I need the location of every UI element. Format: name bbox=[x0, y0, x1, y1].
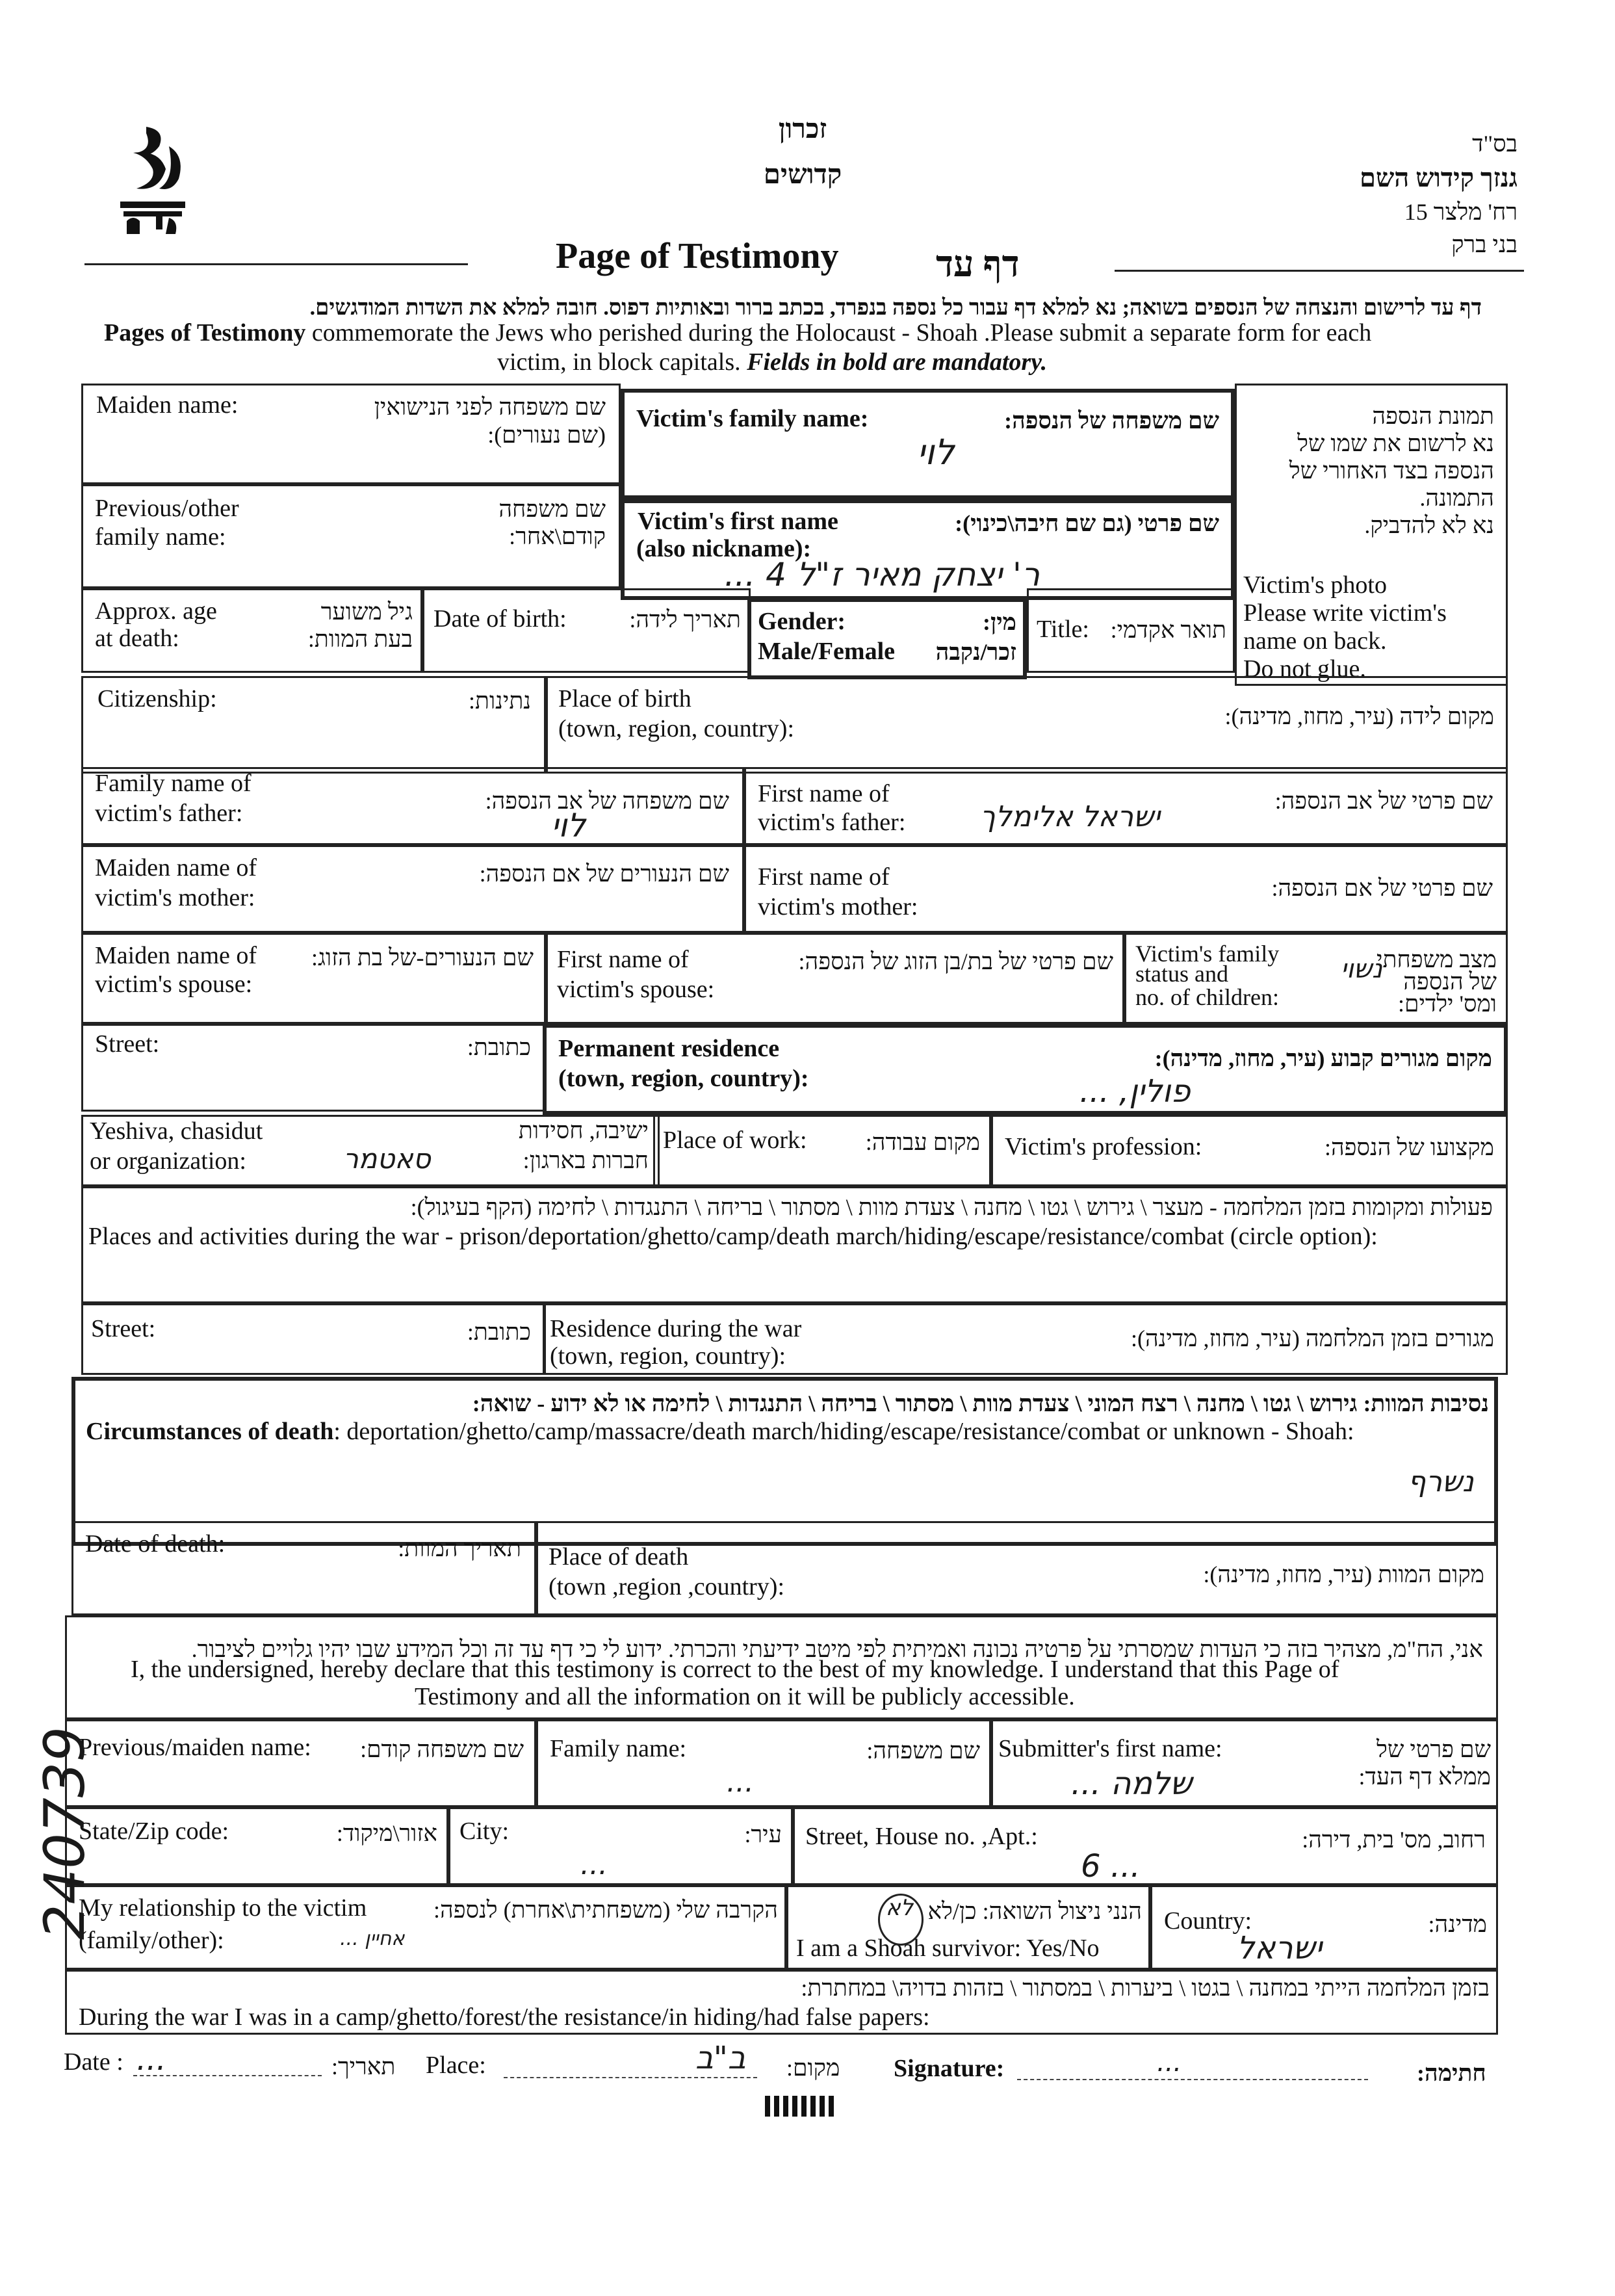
circ-he: נסיבות המוות: גירוש \ גטו \ מחנה \ רצח המוני \ צעדת מוות \ מסתור \ בריחה \ התנגדות \ לחימה או לא ידוע - שואה: bbox=[472, 1390, 1489, 1416]
prev-label-en2: family name: bbox=[95, 523, 226, 551]
status-en2: status and bbox=[1135, 961, 1228, 987]
photo-he3: הנספה בצד האחורי של bbox=[1289, 458, 1494, 484]
places-activities-cell[interactable] bbox=[81, 1186, 1508, 1303]
side-number-container bbox=[26, 1703, 104, 1963]
footer-signature-en: Signature: bbox=[894, 2055, 1005, 2082]
prev-label-en1: Previous/other bbox=[95, 495, 239, 522]
hw-family-name: לוי bbox=[917, 432, 955, 473]
spouse-maiden-cell[interactable] bbox=[81, 933, 546, 1024]
perm-he: מקום מגורים קבוע (עיר, מחוז, מדינה): bbox=[1154, 1045, 1492, 1071]
mo-maiden-he: שם הנעורים של אם הנספה: bbox=[479, 861, 729, 887]
hw-survivor: לא bbox=[886, 1895, 914, 1921]
fa-fam-en1: Family name of bbox=[95, 770, 252, 797]
sub-first-en: Submitter's first name: bbox=[998, 1735, 1222, 1762]
street-label-he: כתובת: bbox=[467, 1034, 531, 1060]
mo-maiden-en1: Maiden name of bbox=[95, 854, 257, 881]
yeshiva-en1: Yeshiva, chasidut bbox=[90, 1117, 263, 1145]
places-he: פעולות ומקומות בזמן המלחמה - מעצר \ גירוש \ גטו \ מחנה \ צעדת מוות \ מסתור \ בריחה \ התנגדות \ לחימה (הקף בעיגול): bbox=[410, 1194, 1493, 1220]
intro-en2-italic: Fields in bold are mandatory. bbox=[747, 348, 1048, 376]
work-he: מקום עבודה: bbox=[865, 1129, 980, 1155]
country-en: Country: bbox=[1164, 1907, 1252, 1935]
logo bbox=[107, 120, 198, 244]
citizenship-cell[interactable] bbox=[81, 676, 546, 774]
footer-place-line[interactable] bbox=[504, 2077, 757, 2078]
org-city: בני ברק bbox=[1451, 231, 1518, 257]
dod-en: Date of death: bbox=[85, 1530, 226, 1558]
age-label-en2: at death: bbox=[95, 625, 179, 652]
photo-he1: תמונת הנספה bbox=[1372, 403, 1494, 429]
photo-he5: נא לא להדביק. bbox=[1364, 512, 1494, 538]
photo-en4: Do not glue. bbox=[1243, 655, 1366, 683]
profession-cell[interactable] bbox=[991, 1115, 1508, 1186]
org-name: גנזך קידוש השם bbox=[1360, 163, 1518, 192]
photo-he4: התמונה. bbox=[1419, 485, 1494, 511]
first-label-he: שם פרטי (גם שם חיבה\כינוי): bbox=[955, 510, 1219, 536]
hw-relationship: אחיין ... bbox=[340, 1927, 405, 1950]
father-family-cell[interactable] bbox=[81, 767, 744, 845]
city-cell[interactable] bbox=[448, 1807, 793, 1885]
war-res-en1: Residence during the war bbox=[550, 1315, 802, 1342]
hw-city: ... bbox=[580, 1848, 608, 1881]
barcode-mark-icon bbox=[764, 2093, 835, 2119]
title-label-en: Title: bbox=[1037, 616, 1089, 643]
sp-maiden-en1: Maiden name of bbox=[95, 942, 257, 969]
circ-en-rest: : deportation/ghetto/camp/massacre/death march/hiding/escape/resistance/combat or unknown - Shoah: bbox=[333, 1418, 1354, 1445]
first-label-en2: (also nickname): bbox=[636, 535, 812, 562]
hw-country: ישראל bbox=[1237, 1930, 1323, 1966]
date-of-death-cell[interactable] bbox=[71, 1521, 536, 1615]
hw-street: ... 6 bbox=[1081, 1848, 1141, 1885]
yeshiva-he1: ישיבה, חסידות bbox=[518, 1117, 649, 1143]
mother-first-cell[interactable] bbox=[744, 845, 1508, 933]
street2-he: רחוב, מס' בית, דירה: bbox=[1302, 1827, 1486, 1853]
photo-he2: נא לרשום את שמו של bbox=[1297, 430, 1494, 456]
dod-he: תאריך המוות: bbox=[398, 1535, 521, 1561]
hw-submitter-first: שלמה ... bbox=[1071, 1766, 1193, 1802]
street-address-cell[interactable] bbox=[793, 1807, 1498, 1885]
rel-he: הקרבה שלי (משפחתית\אחרת) לנספה: bbox=[433, 1897, 778, 1923]
gender-label-en2: Male/Female bbox=[758, 638, 896, 665]
war-street-en: Street: bbox=[91, 1315, 156, 1342]
prev-label-he2: קודם\אחר: bbox=[509, 523, 606, 549]
age-cell[interactable] bbox=[81, 588, 422, 673]
photo-en2: Please write victim's bbox=[1243, 599, 1447, 627]
cit-label-he: נתינות: bbox=[469, 688, 531, 714]
war-res-en2: (town, region, country): bbox=[550, 1342, 786, 1370]
country-he: מדינה: bbox=[1428, 1911, 1487, 1937]
place-of-work-cell[interactable] bbox=[653, 1115, 991, 1186]
relationship-cell[interactable] bbox=[65, 1885, 786, 1970]
mo-first-en1: First name of bbox=[758, 863, 890, 891]
photo-en3: name on back. bbox=[1243, 627, 1387, 655]
sub-first-he1: שם פרטי של bbox=[1376, 1736, 1491, 1762]
father-first-cell[interactable] bbox=[744, 767, 1508, 845]
decl-en2: Testimony and all the information on it will be publicly accessible. bbox=[415, 1683, 1075, 1710]
maiden-label-he: שם משפחה לפני הנישואין bbox=[374, 394, 606, 420]
sub-first-he2: ממלא דף העד: bbox=[1358, 1764, 1491, 1790]
surv-he: הנני ניצול השואה: כן/לא bbox=[927, 1898, 1142, 1924]
gender-label-he2: זכר/נקבה bbox=[935, 639, 1016, 665]
maiden-label-he2: (שם נעורים): bbox=[487, 422, 606, 448]
hw-signature: ... bbox=[1157, 2048, 1182, 2078]
submitter-family-cell[interactable] bbox=[536, 1719, 991, 1807]
dob-label-he: תאריך לידה: bbox=[629, 607, 741, 633]
mo-first-he: שם פרטי של אם הנספה: bbox=[1271, 875, 1493, 901]
footer-date-en: Date : bbox=[64, 2048, 123, 2076]
hw-submitter-family: ... bbox=[727, 1766, 754, 1799]
circumstances-cell[interactable] bbox=[71, 1377, 1498, 1546]
yeshiva-en2: or organization: bbox=[90, 1147, 246, 1175]
pod-he: מקום המוות (עיר, מחוז, מדינה): bbox=[1203, 1561, 1484, 1587]
sp-maiden-he: שם הנעורים-של בת הזוג: bbox=[311, 945, 534, 971]
fa-fam-he: שם משפחה של אב הנספה: bbox=[485, 788, 729, 814]
place-of-death-cell[interactable] bbox=[536, 1521, 1498, 1615]
during-war-cell[interactable] bbox=[65, 1970, 1498, 2035]
sp-first-he: שם פרטי של בת/בן הזוג של הנספה: bbox=[798, 948, 1113, 974]
header-bsd: בס"ד bbox=[1472, 131, 1518, 157]
intro-en2: victim, in block capitals. bbox=[497, 348, 747, 376]
title-he: דף עד bbox=[936, 244, 1020, 285]
hw-father-first: ישראל אלימלך bbox=[980, 800, 1161, 833]
title-en: Page of Testimony bbox=[556, 236, 839, 276]
sub-fam-he: שם משפחה: bbox=[866, 1738, 980, 1764]
hw-date: ... bbox=[136, 2041, 166, 2078]
survivor-cell[interactable] bbox=[786, 1885, 1150, 1970]
work-en: Place of work: bbox=[663, 1127, 807, 1154]
header-rule-right bbox=[1115, 270, 1524, 272]
fa-first-en2: victim's father: bbox=[758, 809, 906, 836]
sp-maiden-en2: victim's spouse: bbox=[95, 971, 253, 998]
yeshiva-cell[interactable] bbox=[81, 1115, 660, 1186]
mo-first-en2: victim's mother: bbox=[758, 893, 918, 920]
spouse-first-cell[interactable] bbox=[546, 933, 1124, 1024]
family-label-he: שם משפחה של הנספה: bbox=[1004, 408, 1219, 434]
prev-label-he1: שם משפחה bbox=[498, 496, 606, 522]
maiden-name-cell[interactable] bbox=[81, 384, 621, 484]
title-label-he: תואר אקדמי: bbox=[1110, 617, 1226, 643]
hw-residence: פולין, ... bbox=[1079, 1073, 1191, 1110]
war-residence-cell[interactable] bbox=[543, 1303, 1508, 1375]
permanent-residence-cell[interactable] bbox=[543, 1024, 1508, 1115]
gender-label-he1: מין: bbox=[983, 609, 1016, 635]
age-label-en1: Approx. age bbox=[95, 597, 217, 625]
age-label-he2: בעת המוות: bbox=[307, 626, 413, 652]
title-cell[interactable] bbox=[1027, 588, 1235, 673]
footer-signature-line[interactable] bbox=[1017, 2079, 1368, 2080]
fa-fam-en2: victim's father: bbox=[95, 800, 243, 827]
city-en: City: bbox=[459, 1818, 510, 1845]
mo-maiden-en2: victim's mother: bbox=[95, 884, 255, 911]
rel-en2: (family/other): bbox=[79, 1927, 224, 1954]
dob-label-en: Date of birth: bbox=[433, 605, 567, 633]
status-en1: Victim's family bbox=[1135, 941, 1280, 967]
intro-he: דף עד לרישום והנצחה של הנספים בשואה; נא למלא דף עבור כל נספה בנפרד, בכתב ברור ובאותיות דפוס. חובה למלא את השדות המודגשים. bbox=[309, 296, 1482, 320]
hw-organization: סאטמר bbox=[343, 1143, 431, 1175]
submitter-first-cell[interactable] bbox=[991, 1719, 1498, 1807]
places-en: Places and activities during the war - prison/deportation/ghetto/camp/death march/hiding/escape/resistance/combat (circle option): bbox=[88, 1223, 1378, 1250]
submitter-prev-cell[interactable] bbox=[65, 1719, 536, 1807]
first-label-en1: Victim's first name bbox=[638, 508, 838, 535]
yeshiva-he2: חברות בארגון: bbox=[523, 1147, 649, 1173]
status-he1: מצב משפחתי bbox=[1376, 946, 1497, 972]
pob-label-en2: (town, region, country): bbox=[558, 715, 795, 742]
pob-label-en1: Place of birth bbox=[558, 685, 691, 712]
org-street: רח' מלצר 15 bbox=[1404, 199, 1518, 225]
zip-cell[interactable] bbox=[65, 1807, 448, 1885]
during-he: בזמן המלחמה הייתי במחנה \ בגטו \ ביערות \ במסתור \ בזהות בדויה\ במחתרת: bbox=[801, 1975, 1490, 2001]
family-status-cell[interactable] bbox=[1124, 933, 1508, 1024]
hw-place: ב"ב bbox=[695, 2040, 746, 2076]
maiden-label-en: Maiden name: bbox=[96, 391, 239, 419]
age-label-he1: גיל משוער bbox=[320, 599, 413, 625]
street2-en: Street, House no. ,Apt.: bbox=[805, 1823, 1038, 1850]
zip-en: State/Zip code: bbox=[79, 1818, 229, 1845]
status-en3: no. of children: bbox=[1135, 984, 1279, 1010]
zip-he: אזור\מיקוד: bbox=[336, 1820, 437, 1846]
street-label-en: Street: bbox=[95, 1030, 160, 1058]
sub-fam-en: Family name: bbox=[550, 1735, 687, 1762]
surv-en: I am a Shoah survivor: Yes/No bbox=[796, 1935, 1100, 1962]
family-name-cell[interactable] bbox=[621, 389, 1235, 499]
sp-first-en2: victim's spouse: bbox=[557, 976, 715, 1003]
pod-en1: Place of death bbox=[549, 1543, 689, 1571]
header-kedoshim: קדושים bbox=[763, 160, 842, 190]
war-street-he: כתובת: bbox=[467, 1319, 531, 1345]
city-he: עיר: bbox=[744, 1821, 782, 1847]
status-he3: ומס' ילדים: bbox=[1397, 991, 1497, 1017]
photo-en1: Victim's photo bbox=[1243, 571, 1387, 599]
gender-label-en1: Gender: bbox=[758, 608, 846, 635]
footer-place-en: Place: bbox=[426, 2052, 486, 2079]
photo-cell[interactable] bbox=[1235, 384, 1508, 686]
footer-date-he: תאריך: bbox=[331, 2054, 396, 2080]
hw-first-name: ר' יצחק מאיר ז"ל 4 ... bbox=[724, 556, 1040, 594]
fa-first-he: שם פרטי של אב הנספה: bbox=[1274, 788, 1493, 814]
war-street-cell[interactable] bbox=[81, 1303, 546, 1375]
place-of-birth-cell[interactable] bbox=[546, 676, 1508, 774]
hw-circumstances: נשרף bbox=[1408, 1465, 1474, 1498]
intro-en-bold: Pages of Testimony bbox=[104, 319, 306, 346]
sub-prev-he: שם משפחה קודם: bbox=[360, 1736, 524, 1762]
sub-prev-en: Previous/maiden name: bbox=[79, 1734, 311, 1761]
intro-en-rest: commemorate the Jews who perished during the Holocaust - Shoah .Please submit a separate form for each bbox=[305, 319, 1372, 346]
mother-maiden-cell[interactable] bbox=[81, 845, 744, 933]
header-zikaron: זכרון bbox=[778, 114, 827, 144]
family-label-en: Victim's family name: bbox=[636, 405, 869, 432]
logo-mark-icon bbox=[107, 120, 198, 244]
status-he2: של הנספה bbox=[1403, 969, 1497, 995]
footer-place-he: מקום: bbox=[786, 2055, 840, 2081]
decl-en1: I, the undersigned, hereby declare that this testimony is correct to the best of my knowledge. I understand that this Page of bbox=[131, 1656, 1339, 1683]
footer-signature-he: חתימה: bbox=[1417, 2060, 1486, 2086]
during-en: During the war I was in a camp/ghetto/forest/the resistance/in hiding/had false papers: bbox=[79, 2003, 930, 2031]
dob-cell[interactable] bbox=[422, 588, 751, 673]
war-res-he: מגורים בזמן המלחמה (עיר, מחוז, מדינה): bbox=[1130, 1325, 1494, 1351]
rel-en1: My relationship to the victim bbox=[79, 1894, 367, 1922]
perm-en1: Permanent residence bbox=[558, 1035, 780, 1062]
prof-en: Victim's profession: bbox=[1005, 1133, 1202, 1160]
pod-en2: (town ,region ,country): bbox=[549, 1573, 785, 1600]
prof-he: מקצועו של הנספה: bbox=[1324, 1134, 1494, 1160]
circ-en-bold: Circumstances of death bbox=[86, 1418, 334, 1445]
sp-first-en1: First name of bbox=[557, 946, 689, 973]
fa-first-en1: First name of bbox=[758, 780, 890, 807]
pob-label-he: מקום לידה (עיר, מחוז, מדינה): bbox=[1224, 703, 1494, 729]
declaration-cell bbox=[65, 1615, 1498, 1719]
decl-he: אני, הח"מ, מצהיר בזה כי העדות שמסרתי על פרטיה נכונה ואמיתית לפי מיטב ידיעתי והכרתי. ידוע לי כי דף עד זה וכל המידע שבו יהיו גלויים לציבור. bbox=[191, 1636, 1483, 1662]
cit-label-en: Citizenship: bbox=[97, 685, 217, 712]
hw-status: נשוי bbox=[1341, 954, 1383, 984]
hw-father-family: לוי bbox=[551, 807, 586, 844]
country-cell[interactable] bbox=[1150, 1885, 1498, 1970]
perm-en2: (town, region, country): bbox=[558, 1065, 809, 1092]
side-number: 240739 bbox=[32, 1726, 97, 1940]
street-cell[interactable] bbox=[81, 1024, 546, 1112]
gender-cell[interactable] bbox=[747, 598, 1027, 679]
header-rule-left bbox=[84, 263, 468, 265]
